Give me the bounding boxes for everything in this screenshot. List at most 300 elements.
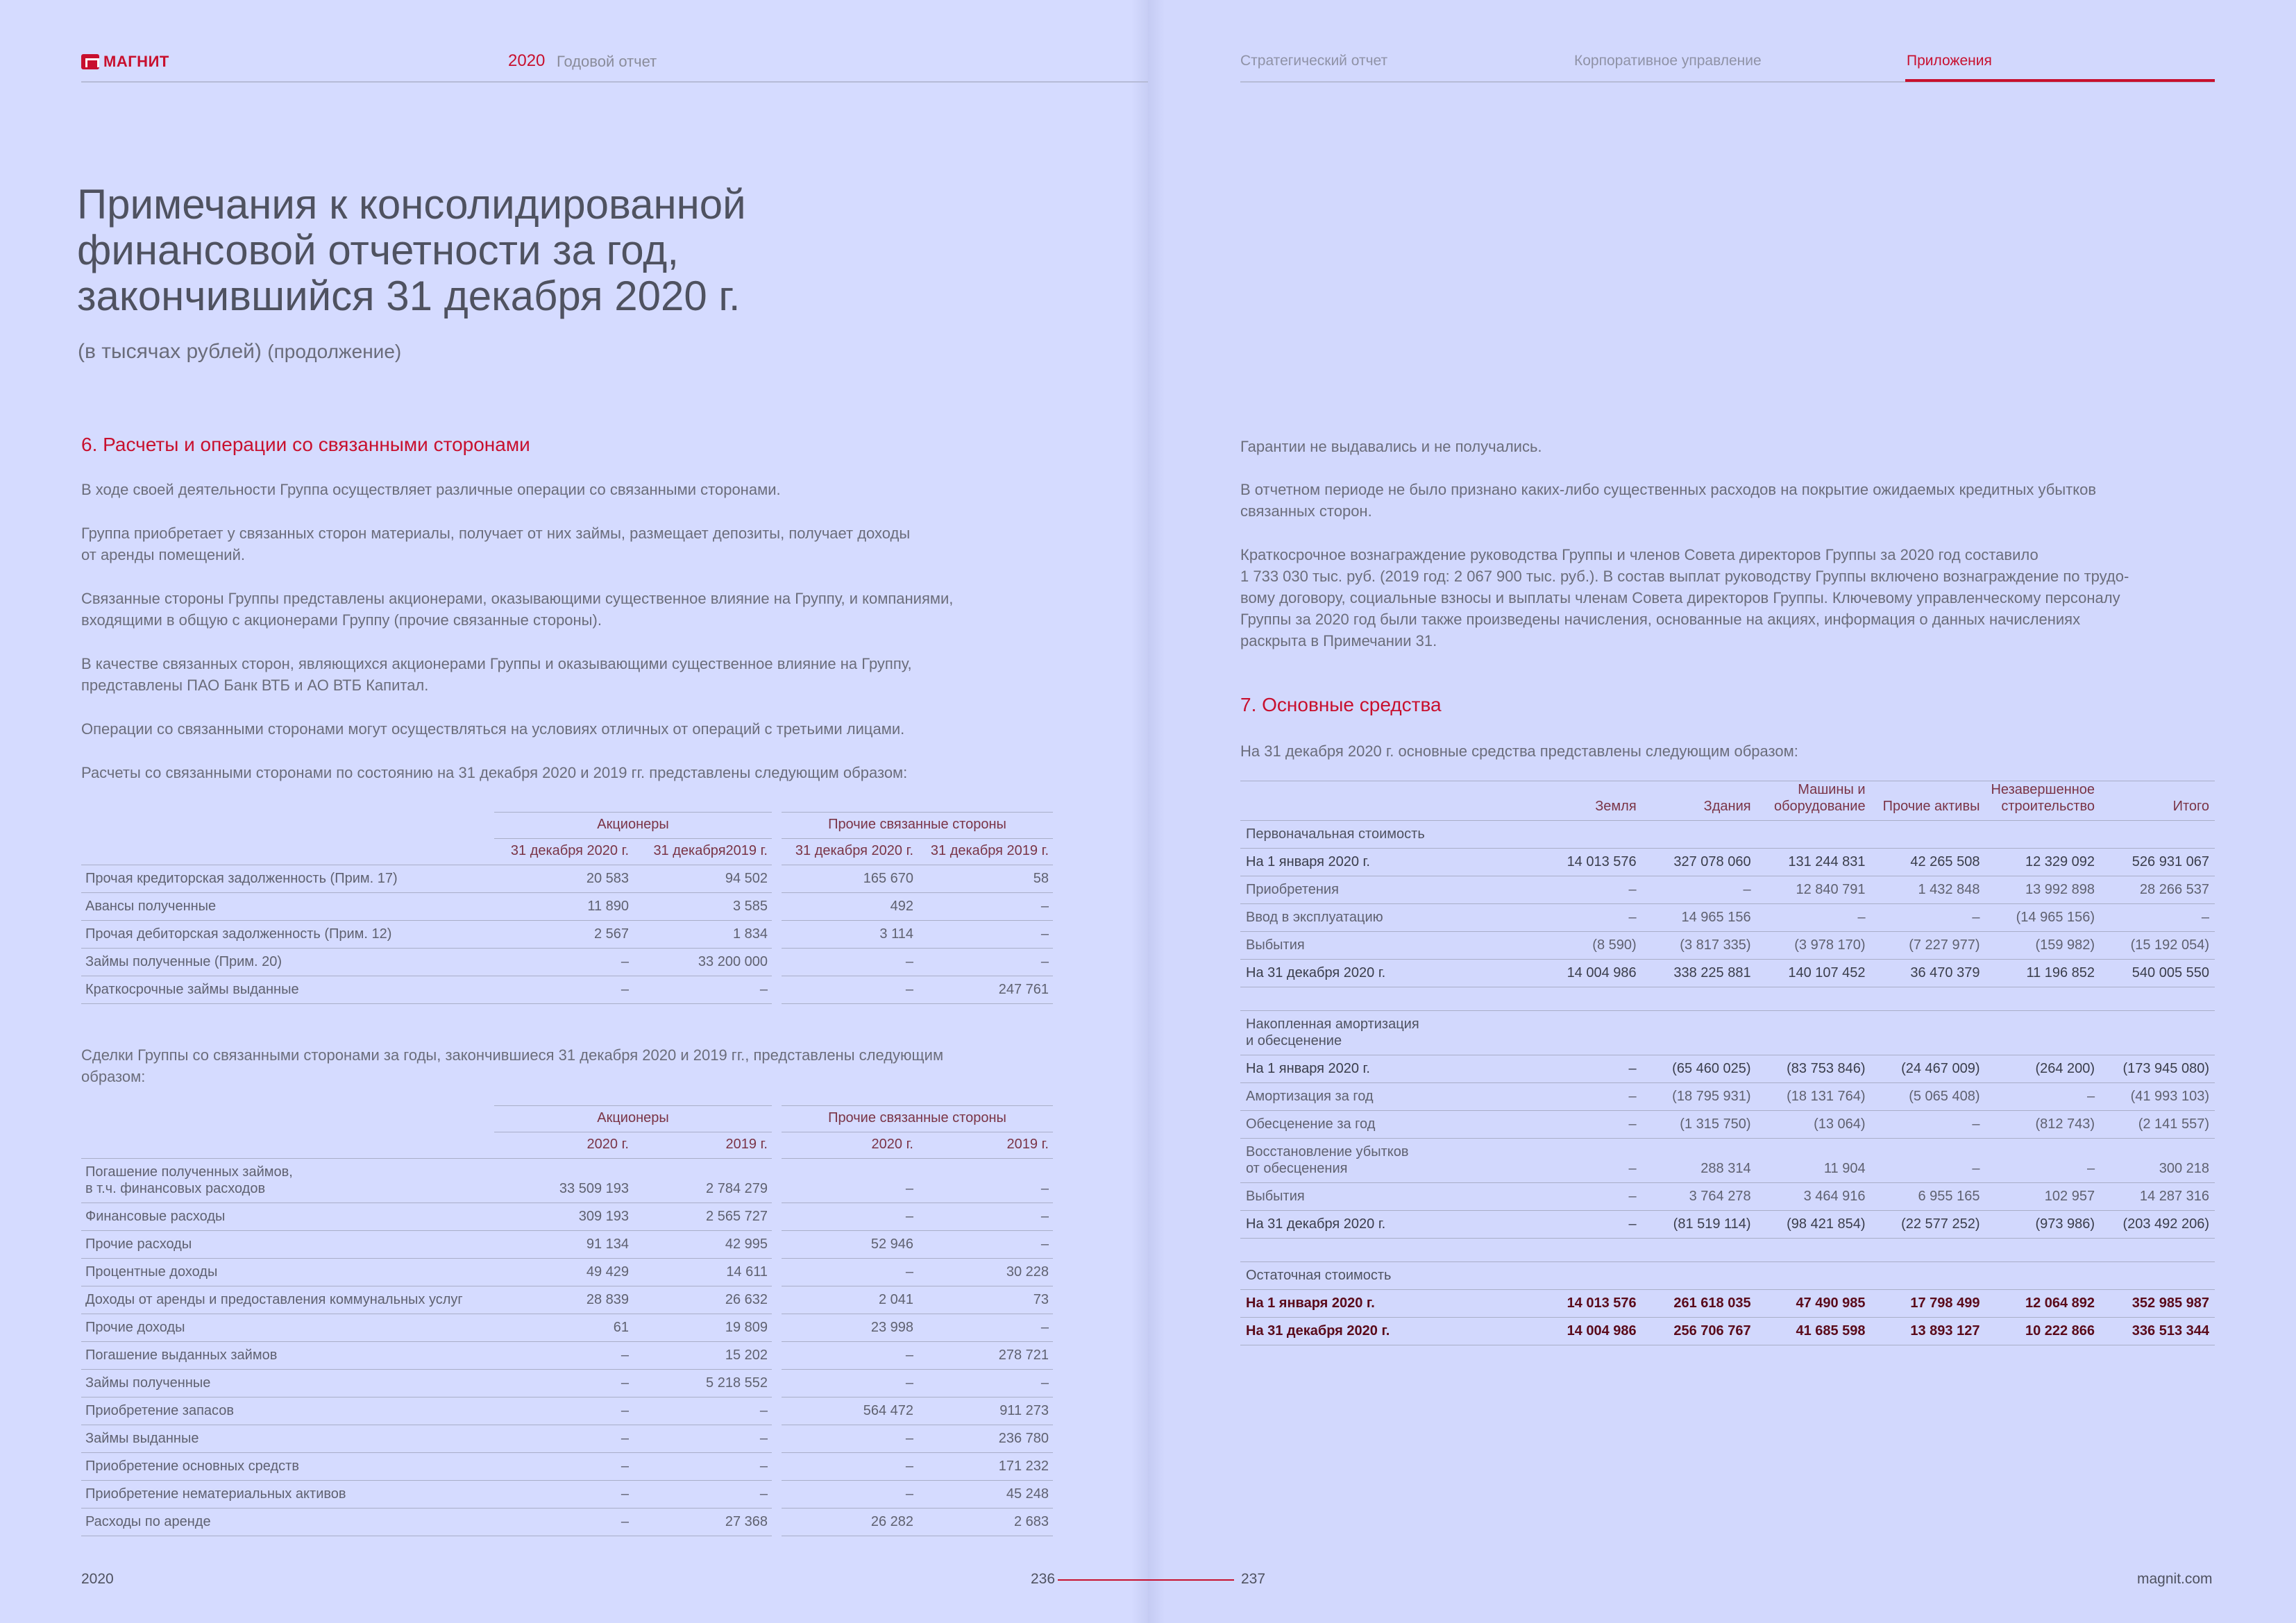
cell: – xyxy=(1871,1111,1986,1139)
section-6-para-3 xyxy=(81,588,953,631)
para-line: раскрыта в Примечании 31. xyxy=(1240,632,1437,649)
cell: 6 955 165 xyxy=(1871,1183,1986,1211)
row-label: Обесценение за год xyxy=(1240,1111,1535,1139)
row-label: Займы полученные (Прим. 20) xyxy=(81,949,494,976)
para-line: В отчетном периоде не было признано каких-либо существенных расходов на покрытие ожидаемых кредитных убытков xyxy=(1240,481,2097,498)
cell: 26 282 xyxy=(782,1509,918,1536)
page-title-line3: закончившийся 31 декабря 2020 г. xyxy=(77,273,741,319)
cell: – xyxy=(494,1342,633,1370)
cell: 247 761 xyxy=(918,976,1053,1004)
cell: (1 315 750) xyxy=(1642,1111,1757,1139)
row-label: Прочие расходы xyxy=(81,1231,494,1259)
table-row xyxy=(81,1453,1053,1481)
table-row xyxy=(81,1259,1053,1286)
cell: 23 998 xyxy=(782,1314,918,1342)
cell: 278 721 xyxy=(918,1342,1053,1370)
header-year: 2020 xyxy=(508,51,546,70)
cell: 165 670 xyxy=(782,865,918,893)
cell: 11 196 852 xyxy=(1985,960,2100,987)
table-row xyxy=(81,893,1053,921)
table-row xyxy=(81,865,1053,893)
cell: 12 064 892 xyxy=(1985,1290,2100,1318)
cell: 338 225 881 xyxy=(1642,960,1757,987)
cell: 2 784 279 xyxy=(633,1159,772,1203)
cell: – xyxy=(1757,904,1871,932)
table-row xyxy=(1240,1318,2215,1345)
cell: – xyxy=(782,1481,918,1509)
nav-appendices[interactable]: Приложения xyxy=(1907,53,1992,69)
cell: – xyxy=(633,1397,772,1425)
cell: – xyxy=(494,949,633,976)
header-line: Машины и xyxy=(1798,782,1866,797)
table-row xyxy=(1240,1290,2215,1318)
section-label-line: Накопленная амортизация xyxy=(1246,1017,1419,1032)
cell: – xyxy=(918,1370,1053,1397)
cell: 1 834 xyxy=(633,921,772,949)
cell: 2 567 xyxy=(494,921,633,949)
row-label: Погашение выданных займов xyxy=(81,1342,494,1370)
para-line: входящими в общую с акционерами Группу (прочие связанные стороны). xyxy=(81,611,602,629)
cell: 73 xyxy=(918,1286,1053,1314)
table-row xyxy=(81,1286,1053,1314)
row-label: Расходы по аренде xyxy=(81,1509,494,1536)
header-divider-left xyxy=(81,81,1148,83)
cell: – xyxy=(494,1481,633,1509)
cell: (13 064) xyxy=(1757,1111,1871,1139)
cell: 256 706 767 xyxy=(1642,1318,1757,1345)
cell: – xyxy=(782,1159,918,1203)
cell: 911 273 xyxy=(918,1397,1053,1425)
cell: 30 228 xyxy=(918,1259,1053,1286)
cell: – xyxy=(1871,904,1986,932)
row-label: Прочая кредиторская задолженность (Прим. 17) xyxy=(81,865,494,893)
section-6-para-7 xyxy=(81,1044,943,1087)
cell: 336 513 344 xyxy=(2100,1318,2215,1345)
ft-col-header xyxy=(1642,781,1757,821)
cell: 140 107 452 xyxy=(1757,960,1871,987)
table-row xyxy=(81,1314,1053,1342)
table-row xyxy=(1240,1139,2215,1183)
page-subtitle xyxy=(78,340,401,364)
row-label-line: от обесценения xyxy=(1246,1161,1348,1176)
cell: – xyxy=(918,1203,1053,1231)
cell: 14 965 156 xyxy=(1642,904,1757,932)
t2-col-header: 2019 г. xyxy=(633,1132,772,1159)
credit-loss-para xyxy=(1240,479,2096,522)
row-label: Финансовые расходы xyxy=(81,1203,494,1231)
row-label: На 1 января 2020 г. xyxy=(1240,1290,1535,1318)
cell: 94 502 xyxy=(633,865,772,893)
ft-col-header xyxy=(1535,781,1642,821)
magnit-logo[interactable] xyxy=(81,53,169,71)
cell: (2 141 557) xyxy=(2100,1111,2215,1139)
cell: – xyxy=(1871,1139,1986,1183)
cell: 13 893 127 xyxy=(1871,1318,1986,1345)
cell: 5 218 552 xyxy=(633,1370,772,1397)
t1-col-header: 31 декабря 2020 г. xyxy=(494,839,633,865)
section-6-para-6: Расчеты со связанными сторонами по состоянию на 31 декабря 2020 и 2019 гг. представлены следующим образом: xyxy=(81,764,908,781)
table-row xyxy=(81,1397,1053,1425)
cell: 3 585 xyxy=(633,893,772,921)
table-row xyxy=(81,949,1053,976)
section-6-para-5: Операции со связанными сторонами могут осуществляться на условиях отличных от операций с третьими лицами. xyxy=(81,720,905,738)
cell: 27 368 xyxy=(633,1509,772,1536)
cell: – xyxy=(494,1425,633,1453)
cell: – xyxy=(918,1314,1053,1342)
footer-page-left: 236 xyxy=(1031,1571,1056,1587)
header-line: Прочие активы xyxy=(1882,799,1980,814)
cell: – xyxy=(1535,1111,1642,1139)
row-label-line: в т.ч. финансовых расходов xyxy=(85,1181,266,1196)
cell: 26 632 xyxy=(633,1286,772,1314)
cell: 12 840 791 xyxy=(1757,876,1871,904)
row-label xyxy=(1240,1139,1535,1183)
table-row xyxy=(1240,1055,2215,1083)
cell: (81 519 114) xyxy=(1642,1211,1757,1239)
cell: – xyxy=(782,1203,918,1231)
row-label: На 31 декабря 2020 г. xyxy=(1240,960,1535,987)
table-row xyxy=(1240,904,2215,932)
row-label: Процентные доходы xyxy=(81,1259,494,1286)
para-line: Группа приобретает у связанных сторон материалы, получает от них займы, размещает депозиты, получает доходы xyxy=(81,525,911,542)
remuneration-para xyxy=(1240,544,2129,652)
cell: (159 982) xyxy=(1985,932,2100,960)
cell: 45 248 xyxy=(918,1481,1053,1509)
cell: – xyxy=(494,1509,633,1536)
para-line: Сделки Группы со связанными сторонами за годы, закончившиеся 31 декабря 2020 и 2019 гг., представлены следующим xyxy=(81,1046,944,1064)
cell: 19 809 xyxy=(633,1314,772,1342)
page-gutter xyxy=(1131,0,1165,1623)
t2-col-header: 2020 г. xyxy=(494,1132,633,1159)
cell: – xyxy=(918,1231,1053,1259)
row-label: Приобретение запасов xyxy=(81,1397,494,1425)
t1-group-other: Прочие связанные стороны xyxy=(782,813,1053,839)
cell: 526 931 067 xyxy=(2100,849,2215,876)
para-line: Группы за 2020 год были также произведены начисления, основанные на акциях, информация о данных начислениях xyxy=(1240,611,2081,628)
cell: 1 432 848 xyxy=(1871,876,1986,904)
table-row xyxy=(1240,1183,2215,1211)
cell: 14 611 xyxy=(633,1259,772,1286)
cell: – xyxy=(1535,904,1642,932)
t2-col-header: 2020 г. xyxy=(782,1132,918,1159)
cell: 14 287 316 xyxy=(2100,1183,2215,1211)
row-label: Краткосрочные займы выданные xyxy=(81,976,494,1004)
cell: 15 202 xyxy=(633,1342,772,1370)
cell: (173 945 080) xyxy=(2100,1055,2215,1083)
cell: 131 244 831 xyxy=(1757,849,1871,876)
header-line: Здания xyxy=(1703,799,1751,814)
nav-strategic-report[interactable]: Стратегический отчет xyxy=(1240,53,1388,69)
header-line: строительство xyxy=(2001,799,2095,814)
cell: – xyxy=(633,1453,772,1481)
section-6-title: 6. Расчеты и операции со связанными сторонами xyxy=(81,434,530,455)
cell: – xyxy=(918,949,1053,976)
cell: (98 421 854) xyxy=(1757,1211,1871,1239)
cell: – xyxy=(782,1425,918,1453)
para-line: связанных сторон. xyxy=(1240,502,1372,520)
cell: 2 565 727 xyxy=(633,1203,772,1231)
header-line: Незавершенное xyxy=(1991,782,2095,797)
cell: 12 329 092 xyxy=(1985,849,2100,876)
cell: – xyxy=(782,1259,918,1286)
header-report-title: Годовой отчет xyxy=(557,53,657,70)
t1-col-header: 31 декабря 2020 г. xyxy=(782,839,918,865)
cell: – xyxy=(494,1397,633,1425)
cell: 41 685 598 xyxy=(1757,1318,1871,1345)
cell: (812 743) xyxy=(1985,1111,2100,1139)
cell: 102 957 xyxy=(1985,1183,2100,1211)
header-line: Итого xyxy=(2172,799,2209,814)
row-label: Приобретение основных средств xyxy=(81,1453,494,1481)
table-row xyxy=(1240,1111,2215,1139)
section-label-line: и обесценение xyxy=(1246,1033,1342,1048)
cell: – xyxy=(633,976,772,1004)
subtitle-continued: (продолжение) xyxy=(267,341,402,362)
ft-col-header xyxy=(1757,781,1871,821)
cell: 10 222 866 xyxy=(1985,1318,2100,1345)
transactions-table xyxy=(81,1105,1053,1536)
cell: – xyxy=(2100,904,2215,932)
cell: 300 218 xyxy=(2100,1139,2215,1183)
cell: 540 005 550 xyxy=(2100,960,2215,987)
t1-group-shareholders: Акционеры xyxy=(494,813,772,839)
footer-year: 2020 xyxy=(81,1571,114,1587)
cell: – xyxy=(1535,1211,1642,1239)
cell: – xyxy=(782,1370,918,1397)
cell: 352 985 987 xyxy=(2100,1290,2215,1318)
cell: (973 986) xyxy=(1985,1211,2100,1239)
ft-col-header xyxy=(1871,781,1986,821)
header-line: Земля xyxy=(1595,799,1637,814)
para-line: представлены ПАО Банк ВТБ и АО ВТБ Капитал. xyxy=(81,677,429,694)
row-label: Авансы полученные xyxy=(81,893,494,921)
cell: – xyxy=(1535,1139,1642,1183)
cell: 61 xyxy=(494,1314,633,1342)
cell: (18 131 764) xyxy=(1757,1083,1871,1111)
row-label: Приобретения xyxy=(1240,876,1535,904)
cell: – xyxy=(1985,1139,2100,1183)
table-row xyxy=(81,1370,1053,1397)
cell: – xyxy=(633,1425,772,1453)
cell: (41 993 103) xyxy=(2100,1083,2215,1111)
row-label: На 1 января 2020 г. xyxy=(1240,1055,1535,1083)
cell: 14 013 576 xyxy=(1535,1290,1642,1318)
row-label-line: Погашение полученных займов, xyxy=(85,1164,293,1180)
row-label xyxy=(81,1159,494,1203)
footer-page-right: 237 xyxy=(1241,1571,1266,1587)
cell: 11 890 xyxy=(494,893,633,921)
row-label: Приобретение нематериальных активов xyxy=(81,1481,494,1509)
row-label: Прочая дебиторская задолженность (Прим. 12) xyxy=(81,921,494,949)
cell: (14 965 156) xyxy=(1985,904,2100,932)
cell: – xyxy=(1535,1183,1642,1211)
cell: – xyxy=(1535,1055,1642,1083)
table-row xyxy=(81,1425,1053,1453)
cell: – xyxy=(494,1453,633,1481)
cell: 33 509 193 xyxy=(494,1159,633,1203)
cell: 327 078 060 xyxy=(1642,849,1757,876)
table-row xyxy=(81,1342,1053,1370)
cell: 28 839 xyxy=(494,1286,633,1314)
cell: 288 314 xyxy=(1642,1139,1757,1183)
t1-col-header: 31 декабря2019 г. xyxy=(633,839,772,865)
para-line: вому договору, социальные взносы и выплаты членам Совета директоров Группы. Ключевому управленческому персоналу xyxy=(1240,589,2120,606)
cell: 13 992 898 xyxy=(1985,876,2100,904)
guarantees-para: Гарантии не выдавались и не получались. xyxy=(1240,438,1542,455)
row-label: На 31 декабря 2020 г. xyxy=(1240,1211,1535,1239)
cell: (83 753 846) xyxy=(1757,1055,1871,1083)
cell: 3 764 278 xyxy=(1642,1183,1757,1211)
cell: 2 683 xyxy=(918,1509,1053,1536)
cell: 28 266 537 xyxy=(2100,876,2215,904)
table-row xyxy=(81,1509,1053,1536)
cell: 49 429 xyxy=(494,1259,633,1286)
cell: 2 041 xyxy=(782,1286,918,1314)
cell: (15 192 054) xyxy=(2100,932,2215,960)
cell: 171 232 xyxy=(918,1453,1053,1481)
cell: (3 817 335) xyxy=(1642,932,1757,960)
cell: 42 995 xyxy=(633,1231,772,1259)
table-row xyxy=(1240,876,2215,904)
cell: – xyxy=(782,1453,918,1481)
table-row xyxy=(81,1481,1053,1509)
balances-table xyxy=(81,812,1053,1004)
para-line: Связанные стороны Группы представлены акционерами, оказывающими существенное влияние на Группу, и компаниями, xyxy=(81,590,954,607)
row-label: Доходы от аренды и предоставления коммунальных услуг xyxy=(81,1286,494,1314)
t1-col-header: 31 декабря 2019 г. xyxy=(918,839,1053,865)
cell: (203 492 206) xyxy=(2100,1211,2215,1239)
cell: – xyxy=(782,976,918,1004)
logo-text: МАГНИТ xyxy=(103,53,169,70)
t2-group-other: Прочие связанные стороны xyxy=(782,1106,1053,1132)
cell: 20 583 xyxy=(494,865,633,893)
magnit-logo-icon xyxy=(81,54,99,69)
cell: – xyxy=(1535,1083,1642,1111)
row-label: Займы выданные xyxy=(81,1425,494,1453)
row-label-line: Восстановление убытков xyxy=(1246,1144,1409,1159)
cell: (5 065 408) xyxy=(1871,1083,1986,1111)
table-row xyxy=(1240,960,2215,987)
cell: (18 795 931) xyxy=(1642,1083,1757,1111)
cell: 236 780 xyxy=(918,1425,1053,1453)
table-row xyxy=(1240,1083,2215,1111)
cell: (22 577 252) xyxy=(1871,1211,1986,1239)
t2-group-shareholders: Акционеры xyxy=(494,1106,772,1132)
table-row xyxy=(81,1203,1053,1231)
table-row xyxy=(1240,849,2215,876)
cell: 564 472 xyxy=(782,1397,918,1425)
row-label: Ввод в эксплуатацию xyxy=(1240,904,1535,932)
t2-col-header: 2019 г. xyxy=(918,1132,1053,1159)
row-label: На 1 января 2020 г. xyxy=(1240,849,1535,876)
cell: – xyxy=(918,1159,1053,1203)
cell: (264 200) xyxy=(1985,1055,2100,1083)
page-title xyxy=(77,182,1049,319)
cell: 3 464 916 xyxy=(1757,1183,1871,1211)
table-row xyxy=(1240,1211,2215,1239)
cell: – xyxy=(494,1370,633,1397)
table-row xyxy=(81,921,1053,949)
cell: (3 978 170) xyxy=(1757,932,1871,960)
cell: 11 904 xyxy=(1757,1139,1871,1183)
cell: (8 590) xyxy=(1535,932,1642,960)
nav-active-underline xyxy=(1905,79,2215,82)
section-6-para-1: В ходе своей деятельности Группа осуществляет различные операции со связанными сторонами. xyxy=(81,481,781,498)
cell: (7 227 977) xyxy=(1871,932,1986,960)
cell: 14 004 986 xyxy=(1535,1318,1642,1345)
para-line: В качестве связанных сторон, являющихся акционерами Группы и оказывающими существенное влияние на Группу, xyxy=(81,655,912,672)
cell: 42 265 508 xyxy=(1871,849,1986,876)
row-label: Выбытия xyxy=(1240,932,1535,960)
cell: – xyxy=(633,1481,772,1509)
cell: – xyxy=(1642,876,1757,904)
cell: – xyxy=(918,893,1053,921)
cell: – xyxy=(918,921,1053,949)
page-title-line2: финансовой отчетности за год, xyxy=(77,227,679,273)
page-title-line1: Примечания к консолидированной xyxy=(77,181,746,228)
cell: 309 193 xyxy=(494,1203,633,1231)
para-line: Краткосрочное вознаграждение руководства Группы и членов Совета директоров Группы за 2020 год составило xyxy=(1240,546,2038,563)
section-7-title: 7. Основные средства xyxy=(1240,694,1442,715)
para-line: 1 733 030 тыс. руб. (2019 год: 2 067 900 тыс. руб.). В состав выплат руководству Группы включено вознаграждение по трудо- xyxy=(1240,568,2129,585)
row-label: Прочие доходы xyxy=(81,1314,494,1342)
row-label: Выбытия xyxy=(1240,1183,1535,1211)
cell: 36 470 379 xyxy=(1871,960,1986,987)
section-7-para: На 31 декабря 2020 г. основные средства представлены следующим образом: xyxy=(1240,742,1798,760)
footer-page-divider xyxy=(1058,1579,1234,1581)
t3-section-net-book-value: Остаточная стоимость xyxy=(1240,1262,2215,1290)
cell: 14 004 986 xyxy=(1535,960,1642,987)
ft-col-header xyxy=(2100,781,2215,821)
cell: 47 490 985 xyxy=(1757,1290,1871,1318)
cell: 17 798 499 xyxy=(1871,1290,1986,1318)
subtitle-units: (в тысячах рублей) xyxy=(78,340,262,363)
fixed-assets-table xyxy=(1240,781,2215,1345)
section-6-para-2 xyxy=(81,522,910,566)
cell: – xyxy=(1535,876,1642,904)
table-row xyxy=(81,976,1053,1004)
cell: 261 618 035 xyxy=(1642,1290,1757,1318)
table-row xyxy=(1240,932,2215,960)
nav-corporate-governance[interactable]: Корпоративное управление xyxy=(1574,53,1762,69)
cell: 14 013 576 xyxy=(1535,849,1642,876)
cell: 492 xyxy=(782,893,918,921)
cell: 58 xyxy=(918,865,1053,893)
cell: – xyxy=(1985,1083,2100,1111)
t3-section-original-cost: Первоначальная стоимость xyxy=(1240,821,2215,849)
t3-section-depreciation xyxy=(1240,1011,2215,1055)
cell: (24 467 009) xyxy=(1871,1055,1986,1083)
section-6-para-4 xyxy=(81,653,912,696)
cell: – xyxy=(782,1342,918,1370)
cell: 3 114 xyxy=(782,921,918,949)
header-line: оборудование xyxy=(1773,799,1866,814)
cell: 91 134 xyxy=(494,1231,633,1259)
cell: – xyxy=(494,976,633,1004)
para-line: образом: xyxy=(81,1068,146,1085)
ft-col-header xyxy=(1985,781,2100,821)
row-label: На 31 декабря 2020 г. xyxy=(1240,1318,1535,1345)
row-label: Амортизация за год xyxy=(1240,1083,1535,1111)
cell: (65 460 025) xyxy=(1642,1055,1757,1083)
cell: 52 946 xyxy=(782,1231,918,1259)
row-label: Займы полученные xyxy=(81,1370,494,1397)
para-line: от аренды помещений. xyxy=(81,546,245,563)
table-row xyxy=(81,1159,1053,1203)
footer-website-link[interactable]: magnit.com xyxy=(2137,1571,2213,1587)
cell: – xyxy=(782,949,918,976)
table-row xyxy=(81,1231,1053,1259)
